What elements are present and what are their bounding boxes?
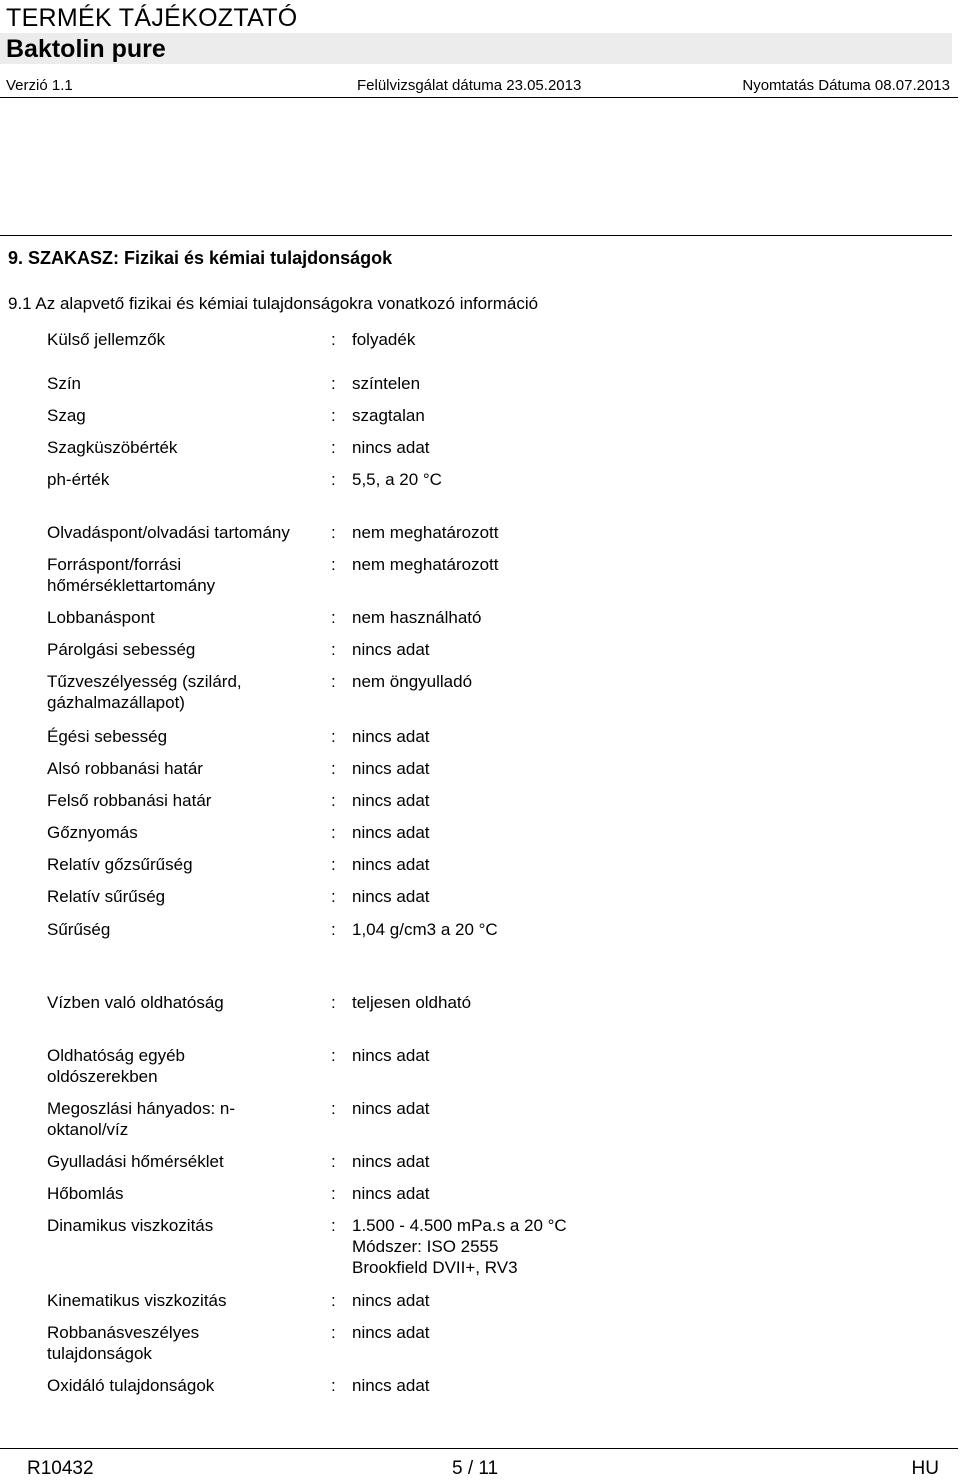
property-value: nem meghatározott bbox=[352, 523, 499, 542]
property-value: 1,04 g/cm3 a 20 °C bbox=[352, 920, 498, 939]
property-value: 5,5, a 20 °C bbox=[352, 470, 442, 489]
property-value: színtelen bbox=[352, 374, 421, 393]
page-number: 5 / 11 bbox=[452, 1458, 499, 1479]
colon: : bbox=[331, 438, 336, 457]
property-value: teljesen oldható bbox=[352, 993, 472, 1012]
property-label: Hőbomlás bbox=[47, 1184, 124, 1203]
property-value: nincs adat bbox=[352, 1323, 430, 1342]
colon: : bbox=[331, 1184, 336, 1203]
property-value: nincs adat bbox=[352, 1152, 430, 1171]
product-name: Baktolin pure bbox=[0, 33, 952, 64]
viscosity-instrument: Brookfield DVII+, RV3 bbox=[352, 1258, 518, 1277]
property-label: Relatív gőzsűrűség bbox=[47, 855, 193, 874]
property-value: nincs adat bbox=[352, 438, 430, 457]
property-label: Relatív sűrűség bbox=[47, 887, 166, 906]
colon: : bbox=[331, 993, 336, 1012]
property-value: nem öngyulladó bbox=[352, 672, 473, 691]
property-label: Tűzveszélyesség (szilárd, gázhalmazállapot) bbox=[47, 672, 242, 712]
property-label: Párolgási sebesség bbox=[47, 640, 196, 659]
colon: : bbox=[331, 608, 336, 627]
colon: : bbox=[331, 640, 336, 659]
property-value: nincs adat bbox=[352, 1184, 430, 1203]
colon: : bbox=[331, 727, 336, 746]
revision-date: Felülvizsgálat dátuma 23.05.2013 bbox=[357, 77, 582, 94]
property-label: Forráspont/forrási hőmérséklettartomány bbox=[47, 555, 216, 595]
property-value: nincs adat bbox=[352, 791, 430, 810]
colon: : bbox=[331, 555, 336, 574]
property-value: nincs adat bbox=[352, 759, 430, 778]
section-title: 9. SZAKASZ: Fizikai és kémiai tulajdonságok bbox=[0, 235, 952, 269]
property-label: ph-érték bbox=[47, 470, 110, 489]
colon: : bbox=[331, 823, 336, 842]
colon: : bbox=[331, 374, 336, 393]
property-value: nincs adat bbox=[352, 887, 430, 906]
colon: : bbox=[331, 1152, 336, 1171]
colon: : bbox=[331, 1323, 336, 1342]
property-label: Lobbanáspont bbox=[47, 608, 155, 627]
property-value bbox=[352, 1215, 942, 1278]
colon: : bbox=[331, 470, 336, 489]
property-label: Felső robbanási határ bbox=[47, 791, 212, 810]
property-label: Külső jellemzők bbox=[47, 330, 166, 349]
property-value: nincs adat bbox=[352, 1291, 430, 1310]
document-code: R10432 bbox=[27, 1458, 94, 1479]
colon: : bbox=[331, 1216, 336, 1235]
property-label: Szagküszöbérték bbox=[47, 438, 178, 457]
document-title: TERMÉK TÁJÉKOZTATÓ bbox=[6, 4, 298, 32]
property-label: Megoszlási hányados: n-oktanol/víz bbox=[47, 1099, 236, 1139]
page-footer bbox=[0, 1448, 958, 1481]
property-value: nincs adat bbox=[352, 640, 430, 659]
property-value: nincs adat bbox=[352, 823, 430, 842]
property-label: Olvadáspont/olvadási tartomány bbox=[47, 523, 290, 542]
colon: : bbox=[331, 920, 336, 939]
viscosity-value: 1.500 - 4.500 mPa.s a 20 °C bbox=[352, 1216, 567, 1235]
colon: : bbox=[331, 406, 336, 425]
colon: : bbox=[331, 1291, 336, 1310]
property-label: Sűrűség bbox=[47, 920, 111, 939]
property-value: folyadék bbox=[352, 330, 416, 349]
property-label: Kinematikus viszkozitás bbox=[47, 1291, 227, 1310]
property-label: Robbanásveszélyes tulajdonságok bbox=[47, 1323, 200, 1363]
property-value: nincs adat bbox=[352, 727, 430, 746]
colon: : bbox=[331, 330, 336, 349]
property-value: nincs adat bbox=[352, 1046, 430, 1065]
colon: : bbox=[331, 1099, 336, 1118]
property-label: Oldhatóság egyéb oldószerekben bbox=[47, 1046, 185, 1086]
property-label: Alsó robbanási határ bbox=[47, 759, 203, 778]
property-label: Oxidáló tulajdonságok bbox=[47, 1376, 215, 1395]
colon: : bbox=[331, 1046, 336, 1065]
print-date: Nyomtatás Dátuma 08.07.2013 bbox=[742, 77, 950, 94]
property-value: nem meghatározott bbox=[352, 555, 499, 574]
property-label: Szín bbox=[47, 374, 82, 393]
colon: : bbox=[331, 1376, 336, 1395]
property-label: Szag bbox=[47, 406, 86, 425]
viscosity-method: Módszer: ISO 2555 bbox=[352, 1237, 499, 1256]
colon: : bbox=[331, 791, 336, 810]
version: Verzió 1.1 bbox=[6, 77, 73, 94]
property-value: nincs adat bbox=[352, 855, 430, 874]
property-value: nem használható bbox=[352, 608, 482, 627]
colon: : bbox=[331, 887, 336, 906]
subsection-title: 9.1 Az alapvető fizikai és kémiai tulajdonságokra vonatkozó információ bbox=[8, 294, 539, 313]
property-label: Égési sebesség bbox=[47, 727, 168, 746]
property-label: Gőznyomás bbox=[47, 823, 138, 842]
property-label: Vízben való oldhatóság bbox=[47, 993, 224, 1012]
property-label: Gyulladási hőmérséklet bbox=[47, 1152, 224, 1171]
property-label: Dinamikus viszkozitás bbox=[47, 1216, 214, 1235]
colon: : bbox=[331, 523, 336, 542]
property-value: nincs adat bbox=[352, 1099, 430, 1118]
language-code: HU bbox=[911, 1458, 939, 1479]
colon: : bbox=[331, 855, 336, 874]
colon: : bbox=[331, 672, 336, 691]
property-value: szagtalan bbox=[352, 406, 425, 425]
colon: : bbox=[331, 759, 336, 778]
property-value: nincs adat bbox=[352, 1376, 430, 1395]
header-meta bbox=[0, 75, 958, 98]
